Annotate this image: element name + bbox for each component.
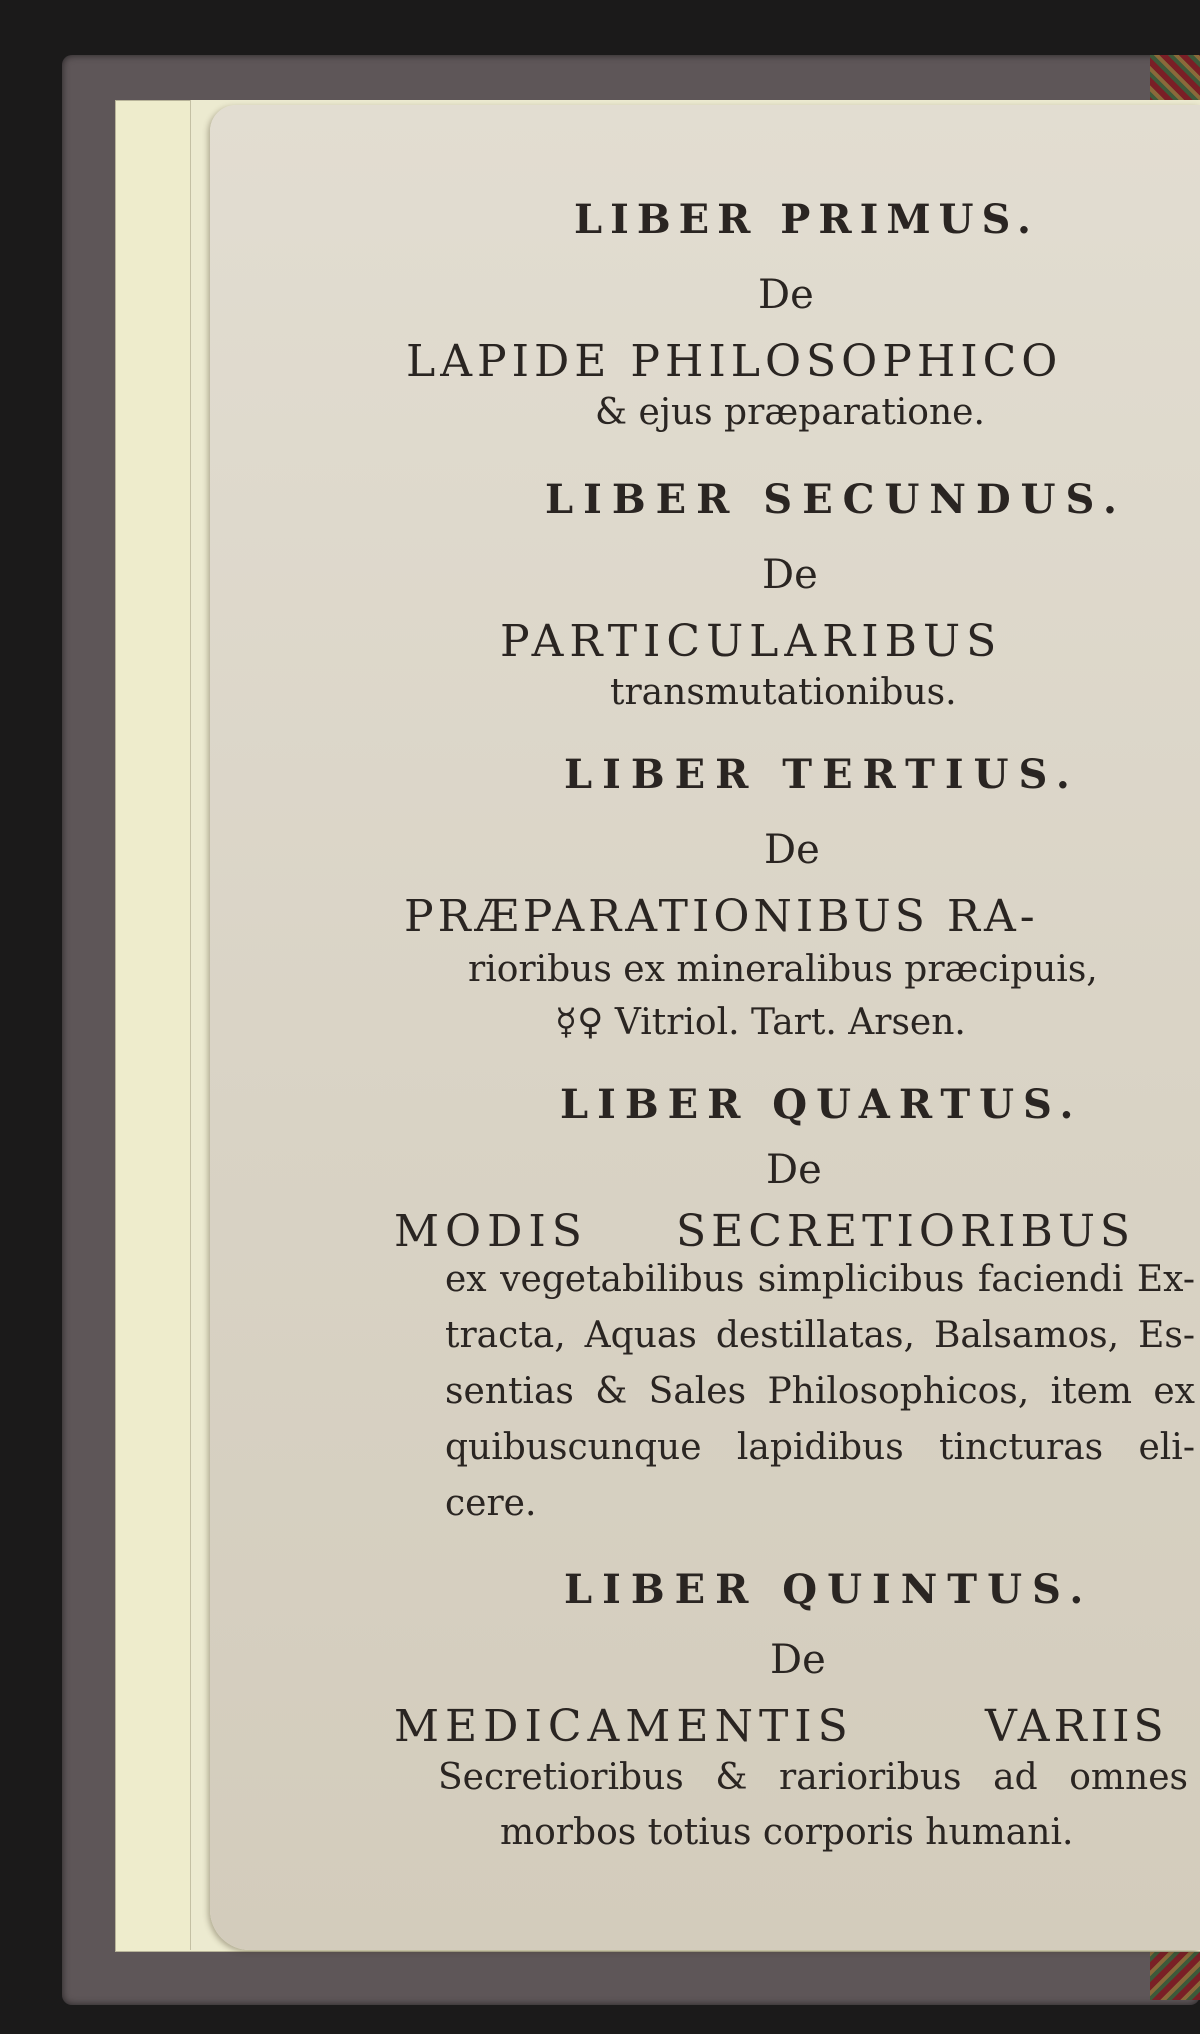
liber4-line4: quibuscunque lapidibus tincturas eli- [445,1427,1195,1468]
liber2-title: PARTICULARIBUS [500,616,1003,667]
liber2-de: De [762,552,818,598]
liber4-line5: cere. [445,1483,537,1524]
liber4-title-b: SECRETIORIBUS [676,1206,1136,1257]
liber5-line2: morbos totius corporis humani. [500,1812,1074,1853]
liber3-de: De [764,827,820,873]
liber4-line1: ex vegetabilibus simplicibus faciendi Ex- [445,1259,1195,1300]
liber3-sub2: ☿♀ Vitriol. Tart. Arsen. [555,1002,966,1043]
liber2-heading: LIBER SECUNDUS. [545,476,1127,523]
liber5-de: De [770,1637,826,1683]
liber3-sub1: rioribus ex mineralibus præcipuis, [468,949,1098,990]
liber3-title: PRÆPARATIONIBUS RA- [404,891,1039,942]
liber4-line2: tracta, Aquas destillatas, Balsamos, Es- [445,1315,1195,1356]
liber1-title: LAPIDE PHILOSOPHICO [406,336,1063,387]
liber4-de: De [766,1147,822,1193]
liber4-heading: LIBER QUARTUS. [560,1081,1083,1128]
liber5-line1: Secretioribus & rarioribus ad omnes [438,1757,1188,1798]
liber1-sub: & ejus præparatione. [595,392,985,433]
liber4-line3: sentias & Sales Philosophicos, item ex [445,1371,1195,1412]
liber4-title-a: MODIS [394,1206,588,1257]
liber5-heading: LIBER QUINTUS. [564,1566,1094,1613]
liber2-sub: transmutationibus. [610,672,957,713]
liber1-heading: LIBER PRIMUS. [574,196,1039,243]
liber5-title-a: MEDICAMENTIS [394,1701,854,1752]
liber5-title-b: VARIIS [985,1701,1168,1752]
liber3-heading: LIBER TERTIUS. [564,751,1080,798]
liber1-de: De [758,272,814,318]
